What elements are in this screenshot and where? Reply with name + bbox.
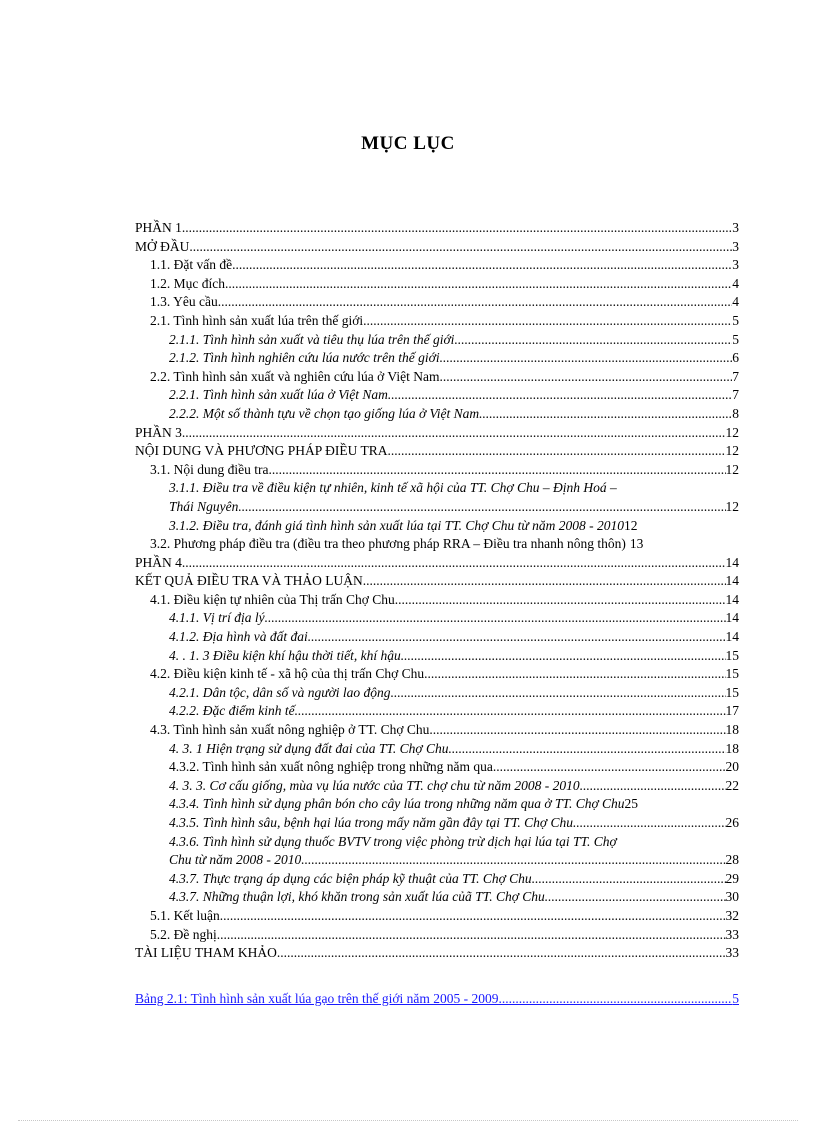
toc-entry-2-2-1[interactable]: 2.2.1. Tình hình sản xuất lúa ở Việt Nam ..... 7 bbox=[135, 386, 739, 405]
toc-entry-1-2[interactable]: 1.2. Mục đích ..... 4 bbox=[135, 275, 739, 294]
toc-page-number: 18 bbox=[725, 740, 739, 756]
toc-page-number: 5 bbox=[732, 331, 739, 347]
toc-entry-mo-dau[interactable]: MỞ ĐẦU ..... 3 bbox=[135, 238, 739, 257]
toc-page-number: 4 bbox=[732, 294, 739, 310]
toc-page-number: 22 bbox=[725, 777, 739, 793]
toc-page-number: 8 bbox=[732, 405, 739, 421]
toc-page-number: 18 bbox=[725, 722, 739, 738]
toc-page-number: 17 bbox=[725, 703, 739, 719]
toc-page-number: 28 bbox=[725, 852, 739, 868]
toc-page-number: 15 bbox=[725, 684, 739, 700]
toc-entry-2-1[interactable]: 2.1. Tình hình sản xuất lúa trên thế giới ..... 5 bbox=[135, 312, 739, 331]
toc-page-number: 15 bbox=[725, 666, 739, 682]
toc-entry-phan-3[interactable]: PHẦN 3 ..... 12 bbox=[135, 424, 739, 443]
toc-entry-3-2[interactable]: 3.2. Phương pháp điều tra (điều tra theo phương pháp RRA – Điều tra nhanh nông thôn) 13 bbox=[135, 535, 739, 554]
toc-page-number: 5 bbox=[732, 312, 739, 328]
toc-entry-4-3[interactable]: 4.3. Tình hình sản xuất nông nghiệp ở TT. Chợ Chu ..... 18 bbox=[135, 721, 739, 740]
toc-entry-4-2-2[interactable]: 4.2.2. Đặc điểm kinh tế ..... 17 bbox=[135, 702, 739, 721]
toc-page-number: 14 bbox=[725, 591, 739, 607]
toc-entry-4-1-1[interactable]: 4.1.1. Vị trí địa lý ..... 14 bbox=[135, 609, 739, 628]
toc-entry-2-1-2[interactable]: 2.1.2. Tình hình nghiên cứu lúa nước trên thế giới ..... 6 bbox=[135, 349, 739, 368]
toc-page-number: 14 bbox=[725, 629, 739, 645]
toc-page-number: 26 bbox=[725, 815, 739, 830]
toc-page-number: 20 bbox=[725, 759, 739, 775]
toc-entry-4-3-4[interactable]: 4.3.4. Tình hình sử dụng phân bón cho cây lúa trong những năm qua ở TT. Chợ Chu 25 bbox=[135, 795, 739, 814]
toc-entry-noi-dung[interactable]: NỘI DUNG VÀ PHƯƠNG PHÁP ĐIỀU TRA ..... 12 bbox=[135, 442, 739, 461]
toc-entry-4-2-1[interactable]: 4.2.1. Dân tộc, dân số và người lao động ..... 15 bbox=[135, 684, 739, 703]
toc-page-number: 30 bbox=[725, 889, 739, 905]
toc-page-number: 3 bbox=[732, 257, 739, 273]
toc-page-number: 12 bbox=[623, 517, 638, 533]
toc-page-number: 7 bbox=[732, 387, 739, 403]
toc-entry-5-2[interactable]: 5.2. Đề nghị ..... 33 bbox=[135, 926, 739, 945]
toc-page-number: 29 bbox=[725, 870, 739, 886]
toc-page-number: 15 bbox=[725, 647, 739, 663]
toc-entry-4-3-2[interactable]: 4.3.2. Tình hình sản xuất nông nghiệp trong những năm qua ..... 20 bbox=[135, 758, 739, 777]
toc-entry-4-1-3[interactable]: 4. . 1. 3 Điều kiện khí hậu thời tiết, khí hậu ..... 15 bbox=[135, 647, 739, 666]
toc-page-number: 5 bbox=[732, 991, 739, 1006]
toc-page-number: 14 bbox=[725, 554, 739, 570]
page-break-line bbox=[18, 1120, 798, 1121]
toc-page-number: 12 bbox=[725, 424, 739, 440]
toc-page-number: 12 bbox=[725, 461, 739, 477]
toc-entry-ket-qua[interactable]: KẾT QUẢ ĐIỀU TRA VÀ THẢO LUẬN ..... 14 bbox=[135, 572, 739, 591]
toc-entry-4-3-6[interactable]: 4.3.6. Tình hình sử dụng thuốc BVTV trong việc phòng trừ dịch hại lúa tại TT. Chợ Chu từ năm 2008 - 2010 ..... 28 bbox=[135, 833, 739, 870]
toc-entry-3-1-1[interactable]: 3.1.1. Điều tra về điều kiện tự nhiên, kinh tế xã hội của TT. Chợ Chu – Định Hoá – Thái Nguyên ..... 12 bbox=[135, 479, 739, 516]
toc-page-number: 33 bbox=[725, 945, 739, 961]
toc-page-number: 33 bbox=[725, 926, 739, 942]
table-of-contents bbox=[135, 219, 739, 963]
list-of-tables bbox=[135, 990, 739, 1009]
toc-entry-2-2-2[interactable]: 2.2.2. Một số thành tựu về chọn tạo giống lúa ở Việt Nam ..... 8 bbox=[135, 405, 739, 424]
toc-page-number: 3 bbox=[732, 220, 739, 235]
toc-entry-4-2[interactable]: 4.2. Điều kiện kinh tế - xã hộ của thị trấn Chợ Chu ..... 15 bbox=[135, 665, 739, 684]
toc-entry-4-1-2[interactable]: 4.1.2. Địa hình và đất đai ..... 14 bbox=[135, 628, 739, 647]
table-link-2-1[interactable]: Bảng 2.1: Tình hình sản xuất lúa gạo trên thế giới năm 2005 - 2009 ..... 5 bbox=[135, 990, 739, 1009]
toc-page-number: 6 bbox=[732, 350, 739, 366]
toc-page-number: 25 bbox=[624, 796, 639, 812]
toc-entry-1-1[interactable]: 1.1. Đặt vấn đề ..... 3 bbox=[135, 256, 739, 275]
page-title: MỤC LỤC bbox=[361, 133, 455, 154]
toc-page-number: 7 bbox=[732, 368, 739, 384]
toc-entry-4-3-7a[interactable]: 4.3.7. Thực trạng áp dụng các biện pháp kỹ thuật của TT. Chợ Chu ..... 29 bbox=[135, 870, 739, 889]
toc-page-number: 13 bbox=[629, 536, 644, 552]
toc-entry-4-3-5[interactable]: 4.3.5. Tình hình sâu, bệnh hại lúa trong mấy năm gần đây tại TT. Chợ Chu ..... 26 bbox=[135, 814, 739, 833]
toc-entry-3-1-2[interactable]: 3.1.2. Điều tra, đánh giá tình hình sản xuất lúa tại TT. Chợ Chu từ năm 2008 - 2010 12 bbox=[135, 517, 739, 536]
toc-entry-tai-lieu[interactable]: TÀI LIỆU THAM KHẢO ..... 33 bbox=[135, 944, 739, 963]
toc-entry-4-3-1[interactable]: 4. 3. 1 Hiện trạng sử dụng đất đai của TT. Chợ Chu ..... 18 bbox=[135, 740, 739, 759]
toc-entry-phan-1[interactable]: PHẦN 1 ..... 3 bbox=[135, 219, 739, 238]
toc-entry-2-2[interactable]: 2.2. Tình hình sản xuất và nghiên cứu lúa ở Việt Nam ..... 7 bbox=[135, 368, 739, 387]
toc-page-number: 12 bbox=[725, 443, 739, 459]
toc-entry-4-1[interactable]: 4.1. Điều kiện tự nhiên của Thị trấn Chợ Chu ..... 14 bbox=[135, 591, 739, 610]
toc-page-number: 4 bbox=[732, 275, 739, 291]
toc-page-number: 12 bbox=[725, 498, 739, 514]
toc-entry-5-1[interactable]: 5.1. Kết luận ..... 32 bbox=[135, 907, 739, 926]
toc-entry-2-1-1[interactable]: 2.1.1. Tình hình sản xuất và tiêu thụ lúa trên thế giới ..... 5 bbox=[135, 331, 739, 350]
toc-entry-4-3-3[interactable]: 4. 3. 3. Cơ cấu giống, mùa vụ lúa nước của TT. chợ chu từ năm 2008 - 2010 ..... 22 bbox=[135, 777, 739, 796]
toc-entry-phan-4[interactable]: PHẦN 4 ..... 14 bbox=[135, 554, 739, 573]
toc-page-number: 14 bbox=[725, 610, 739, 626]
toc-page-number: 14 bbox=[725, 573, 739, 589]
toc-entry-1-3[interactable]: 1.3. Yêu cầu ..... 4 bbox=[135, 293, 739, 312]
toc-entry-4-3-7b[interactable]: 4.3.7. Những thuận lợi, khó khăn trong sản xuất lúa củã TT. Chợ Chu ..... 30 bbox=[135, 888, 739, 907]
toc-page-number: 32 bbox=[725, 907, 739, 923]
toc-entry-3-1[interactable]: 3.1. Nội dung điều tra ..... 12 bbox=[135, 461, 739, 480]
toc-page-number: 3 bbox=[732, 238, 739, 254]
